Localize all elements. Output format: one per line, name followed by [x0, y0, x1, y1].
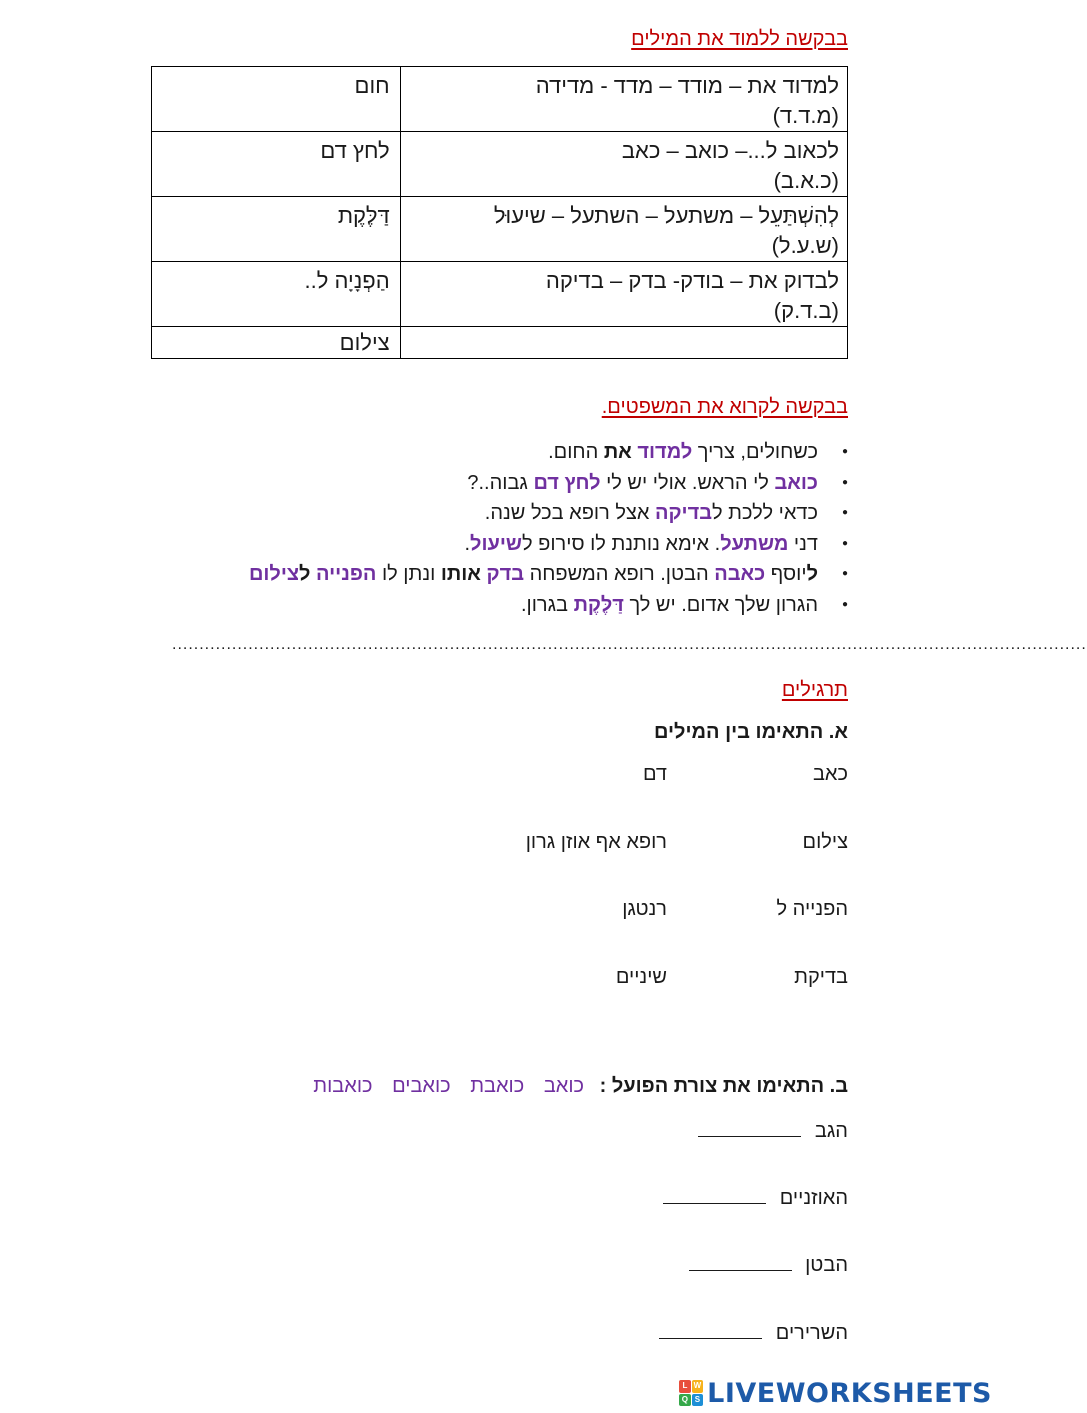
- verb-option: כואבות: [313, 1075, 373, 1097]
- highlighted-word: לחץ דם: [533, 471, 601, 494]
- vocab-table: [151, 66, 848, 359]
- sentence-text: . אימא נותנת לו סירופ ל: [522, 532, 721, 555]
- sentence-text: .: [464, 532, 471, 555]
- sentence-item: [148, 559, 848, 590]
- vocab-word-cell: [400, 197, 847, 262]
- sentence-item: [148, 498, 848, 529]
- sentences-heading: בבקשה לקרוא את המשפטים.: [601, 396, 848, 418]
- fill-item: [659, 1321, 848, 1345]
- highlighted-word: דַּלֶּקֶת: [573, 593, 624, 616]
- sentence-text: כדאי ללכת ל: [712, 502, 818, 524]
- vocab-other-word: צילום: [152, 327, 401, 359]
- vocab-word-forms: לבדוק את – בודק- בדק – בדיקה: [545, 268, 839, 293]
- liveworksheets-logo[interactable]: [679, 1376, 992, 1410]
- vocab-word-cell: [400, 262, 847, 327]
- answer-blank[interactable]: [689, 1253, 792, 1271]
- sentence-text: לי הראש. אולי יש לי: [600, 471, 775, 494]
- highlighted-word: כאבה: [714, 563, 766, 585]
- vocab-word-cell: [400, 67, 847, 132]
- match-left-word[interactable]: שיניים: [615, 966, 667, 988]
- answer-blank[interactable]: [659, 1321, 762, 1339]
- highlighted-word: הפנייה: [316, 563, 377, 585]
- vocab-word-root: (ב.ד.ק): [773, 298, 839, 323]
- fill-item-label: השרירים: [775, 1322, 848, 1344]
- sentence-text: כשחולים, צריך: [692, 441, 818, 463]
- match-left-word[interactable]: רנטגן: [622, 898, 667, 920]
- match-right-word[interactable]: צילום: [802, 831, 848, 853]
- answer-blank[interactable]: [663, 1186, 766, 1204]
- highlighted-word: כואב: [774, 471, 818, 494]
- sentence-text: בגרון.: [520, 593, 574, 616]
- highlighted-word: בדק: [486, 563, 525, 585]
- match-right-word[interactable]: בדיקת: [794, 966, 848, 988]
- sentence-text: יוסף: [765, 563, 807, 585]
- table-row: [152, 132, 848, 197]
- table-row: [152, 197, 848, 262]
- sentence-item: [148, 437, 848, 468]
- answer-blank[interactable]: [698, 1119, 801, 1137]
- sentence-text: הגרון שלך אדום. יש לך: [623, 593, 818, 616]
- sentence-text: החום.: [548, 441, 604, 463]
- vocab-word-cell: [400, 327, 847, 359]
- sentence-item: [148, 468, 848, 499]
- bold-word: את: [603, 441, 632, 463]
- logo-square: W: [692, 1380, 704, 1393]
- verb-option: כואבים: [392, 1075, 451, 1097]
- fill-item: [689, 1253, 848, 1277]
- fill-item: [663, 1186, 848, 1210]
- match-right-word[interactable]: כאב: [812, 763, 848, 785]
- sentence-text: אצל רופא בכל שנה.: [484, 502, 655, 524]
- bold-word: ל: [806, 563, 818, 585]
- bold-word: ל: [299, 563, 311, 585]
- highlighted-word: שיעול: [470, 532, 523, 555]
- sentence-text: גבוה..?: [467, 471, 534, 494]
- sentence-text: ונתן לו: [376, 563, 441, 585]
- verb-option: כואבת: [470, 1075, 525, 1097]
- logo-square: S: [692, 1394, 704, 1407]
- sentence-text: הבטן. רופא המשפחה: [524, 563, 715, 585]
- vocab-word-forms: למדוד את – מודד – מדד - מדידה: [535, 73, 839, 98]
- highlighted-word: צילום: [248, 563, 300, 585]
- vocab-other-word: הַפְנָיָה ל..: [152, 262, 401, 327]
- match-left-word[interactable]: דם: [642, 763, 667, 785]
- liveworksheets-logo-text: LIVEWORKSHEETS: [707, 1377, 992, 1409]
- highlighted-word: למדוד: [637, 441, 693, 463]
- exercise-b-title: ב. התאימו את צורת הפועל :: [599, 1075, 848, 1097]
- vocab-word-root: (ש.ע.ל): [771, 233, 839, 258]
- vocab-word-root: (מ.ד.ד): [772, 103, 839, 128]
- dotted-separator: ........................................................................................................................................................................: [172, 636, 1087, 653]
- highlighted-word: בדיקה: [654, 502, 713, 524]
- table-row: [152, 67, 848, 132]
- exercise-a-title: א. התאימו בין המילים: [654, 721, 848, 743]
- vocab-heading: בבקשה ללמוד את המילים: [631, 28, 848, 50]
- liveworksheets-logo-icon: [679, 1380, 703, 1406]
- vocab-word-cell: [400, 132, 847, 197]
- logo-square: Q: [679, 1394, 691, 1407]
- fill-item-label: הבטן: [805, 1254, 848, 1276]
- table-row: [152, 327, 848, 359]
- bold-word: אותו: [440, 563, 481, 585]
- fill-item: [698, 1119, 848, 1143]
- vocab-other-word: לחץ דם: [152, 132, 401, 197]
- sentence-text: דני: [788, 532, 818, 555]
- exercises-heading: תרגילים: [781, 679, 848, 701]
- sentences-list: [148, 437, 848, 620]
- vocab-word-forms: לְהִשְׁתַּעֵל – משתעל – השתעל – שיעוּל: [493, 203, 839, 228]
- fill-item-label: האוזניים: [779, 1187, 848, 1209]
- match-left-word[interactable]: רופא אף אוזן גרון: [525, 831, 667, 853]
- sentence-item: [148, 590, 848, 621]
- fill-item-label: הגב: [814, 1120, 848, 1142]
- logo-square: L: [679, 1380, 691, 1393]
- vocab-word-forms: לכאוב ל...– כואב – כאב: [621, 138, 839, 163]
- vocab-other-word: חום: [152, 67, 401, 132]
- table-row: [152, 262, 848, 327]
- vocab-word-root: (כ.א.ב): [773, 168, 839, 193]
- vocab-other-word: דַּלֶּקֶת: [152, 197, 401, 262]
- highlighted-word: משתעל: [720, 532, 789, 555]
- verb-option: כואב: [543, 1075, 585, 1097]
- exercise-b-header: [313, 1075, 848, 1098]
- sentence-item: [148, 529, 848, 560]
- match-right-word[interactable]: הפנייה ל: [776, 898, 848, 920]
